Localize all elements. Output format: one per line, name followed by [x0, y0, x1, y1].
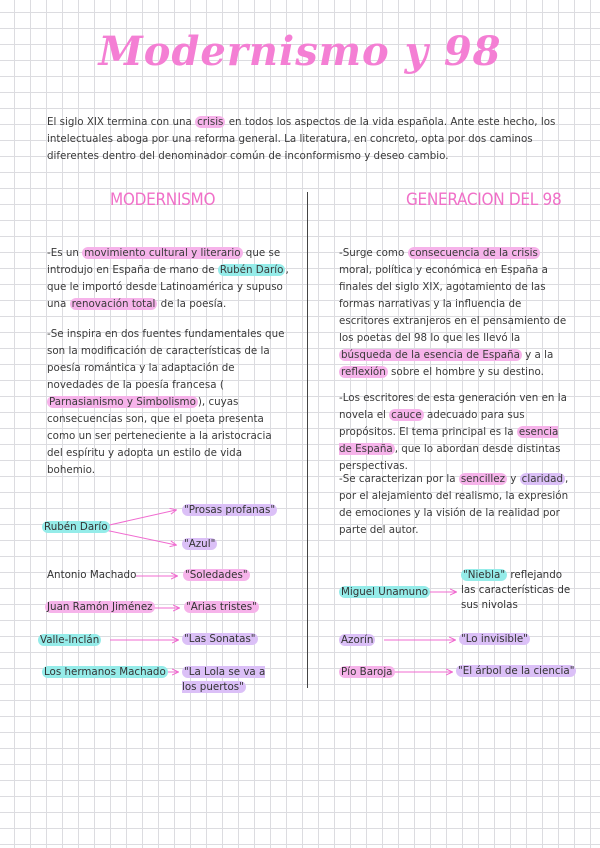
work-la-lola — [182, 665, 282, 695]
highlight-reflexion: reflexión — [341, 366, 386, 378]
author-label: Valle-Inclán — [40, 634, 100, 646]
author-juan-ramon-jimenez — [45, 600, 155, 615]
work-arias-tristes — [184, 600, 259, 615]
work-label: "Arias tristes" — [186, 601, 257, 613]
author-label: Pío Baroja — [341, 666, 393, 678]
work-label: "Las Sonatas" — [184, 633, 256, 645]
intro-text-2: en todos los aspectos de la vida española. Ante este hecho, los intelectuales aboga por una reforma general. La literatura, en concreto, opta por dos caminos diferentes dentro del denominador común de inconformismo y deseo cambio. — [47, 116, 556, 162]
text-span: , por el alejamiento del realismo, la expresión de emociones y la visión de la realidad por parte del autor. — [339, 473, 569, 536]
highlight-parnasianismo: Parnasianismo y Simbolismo — [49, 396, 196, 408]
work-label: "El árbol de la ciencia" — [458, 665, 575, 677]
highlight-cauce: cauce — [391, 409, 422, 421]
work-label: "Niebla" — [463, 569, 506, 581]
text-span: y a la — [521, 349, 554, 361]
intro-highlight-crisis: crisis — [197, 116, 224, 128]
author-pio-baroja — [339, 665, 395, 680]
highlight-esencia: esencia de España — [339, 426, 559, 455]
author-label: Los hermanos Machado — [44, 666, 166, 678]
text-span: -Se inspira en dos fuentes fundamentales que son la modificación de características de la poesía romántica y la adaptación de novedades de la poesía francesa ( — [47, 328, 285, 391]
text-span: y — [507, 473, 520, 485]
text-span: de la poesía. — [157, 298, 227, 310]
work-las-sonatas — [182, 632, 258, 647]
work-label: "La Lola se va a los puertos" — [182, 666, 266, 693]
highlight-movimiento: movimiento cultural y literario — [84, 247, 241, 259]
author-label: Juan Ramón Jiménez — [47, 601, 153, 613]
highlight-renovacion: renovación total — [71, 298, 156, 310]
author-label: Azorín — [341, 634, 374, 646]
text-span: sobre el hombre y su destino. — [387, 366, 544, 378]
author-miguel-unamuno — [339, 585, 430, 600]
highlight-ruben-dario: Rubén Darío — [219, 264, 284, 276]
intro-text-1: El siglo XIX termina con una — [47, 116, 196, 128]
highlight-claridad: claridad — [521, 473, 563, 485]
author-label: Antonio Machado — [47, 569, 137, 581]
highlight-consecuencia: consecuencia de la crisis — [409, 247, 538, 259]
work-label: "Prosas profanas" — [184, 504, 276, 516]
author-label: Miguel Unamuno — [341, 586, 429, 598]
arrow-ruben-azul — [105, 530, 176, 545]
text-span: moral, política y económica en España a finales del siglo XIX, agotamiento de las formas narrativas y la influencia de escritores extranjeros en el pensamiento de los poetas del 98 lo que les llevó la — [339, 264, 567, 344]
text-span: que se introdujo en España de mano de — [47, 247, 281, 276]
heading-generacion-98: GENERACION DEL 98 — [406, 190, 562, 210]
text-span: , que lo abordan desde distintas perspectivas. — [339, 443, 561, 472]
author-hermanos-machado — [42, 665, 168, 680]
work-niebla — [461, 568, 579, 613]
author-ruben-dario — [42, 520, 110, 535]
text-span: -Es un — [47, 247, 83, 259]
heading-modernismo: MODERNISMO — [110, 190, 216, 210]
work-label: "Azul" — [184, 538, 216, 550]
text-span: ), cuyas consecuencias son, que el poeta presenta como un ser perteneciente a la aristocracia del espíritu y adopta un estilo de vida bohemio. — [47, 396, 272, 476]
highlight-sencillez: sencillez — [460, 473, 506, 485]
work-note: reflejando las características de sus nivolas — [461, 569, 571, 611]
text-span: , que le importó desde Latinoamérica y supuso una — [47, 264, 289, 310]
highlight-busqueda: búsqueda de la esencia de España — [341, 349, 520, 361]
author-azorin — [339, 633, 375, 648]
text-span: -Surge como — [339, 247, 408, 259]
author-valle-inclan — [38, 633, 101, 648]
page-title: Modernismo y 98 — [98, 28, 502, 75]
author-antonio-machado — [47, 568, 136, 583]
work-el-arbol — [456, 664, 576, 679]
arrow-ruben-prosas — [105, 510, 176, 526]
text-span: -Los escritores de esta generación ven en la novela el — [339, 392, 567, 421]
text-span: -Se caracterizan por la — [339, 473, 459, 485]
work-azul — [182, 537, 217, 552]
text-span: adecuado para sus propósitos. El tema principal es la — [339, 409, 525, 438]
work-prosas-profanas — [182, 503, 277, 518]
work-label: "Lo invisible" — [461, 633, 528, 645]
work-soledades — [183, 568, 250, 583]
author-label: Rubén Darío — [44, 521, 108, 533]
work-label: "Soledades" — [185, 569, 248, 581]
work-lo-invisible — [459, 632, 530, 647]
